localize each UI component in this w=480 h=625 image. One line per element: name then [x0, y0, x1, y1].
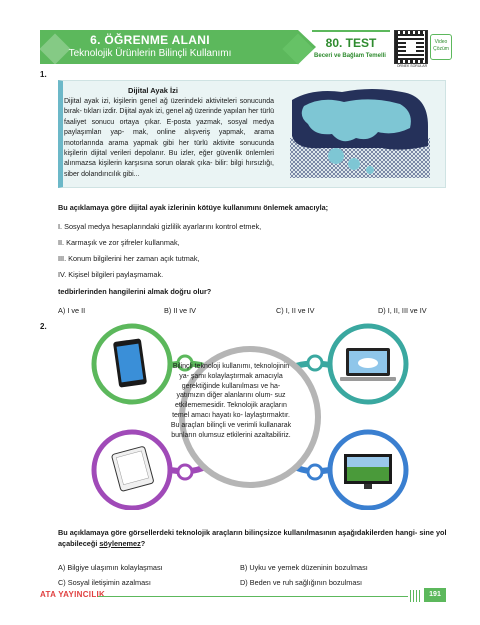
question-2-stem: Bu açıklamaya göre görsellerdeki teknolojik araçların bilinçsizce kullanılmasının aşağıdakilerden hangi- sine yol açabileceği söylenemez?: [58, 528, 447, 548]
question-2-number: 2.: [40, 322, 47, 331]
info-box-title: Dijital Ayak İzi: [128, 86, 178, 95]
qr-caption: ÖRNEK SORULAR: [396, 64, 428, 68]
unit-subtitle: Teknolojik Ürünlerin Bilinçli Kullanımı: [68, 48, 232, 59]
question-1-number: 1.: [40, 70, 47, 79]
qr-code[interactable]: [394, 30, 428, 64]
info-box-text: Dijital ayak izi, kişilerin genel ağ üzerindeki aktiviteleri sonucunda bırak- tıkları izdir. Dijital ayak izi, genel ağ üzerinde yapılan her türlü faaliyet sonucu ortaya çıkar. E-posta yazmak, sosyal medya paylaşımları yap- mak, online alışveriş yapmak, arama motorlarında arama yapmak gibi her türlü aktivite sonucunda kişilerin dijital verileri depolanır. Bu izler, eğer güvenlik önlemleri alınmazsa kişilerin karşısına sorun olarak çıka- bilir: bilgi hırsızlığı, siber dolandırıcılık gibi...: [64, 98, 274, 178]
answer-option-c[interactable]: C) Sosyal iletişimin azalması: [58, 578, 151, 587]
center-info-text: Bilinçli teknoloji kullanımı, teknolojinin ya- şamı kolaylaştırmak amacıyla gerektiğinde kullanılması ve ha- yatımızın diğer alanlarını olum- suz etkilememesidir. Teknolojik araçların temel amacı hayatı ko- laylaştırmaktır. Bu araçları bilinçli ve verimli kullanarak bunların olumsuz etkilerini azaltabiliriz.: [170, 363, 292, 439]
answer-option-d[interactable]: D) I, II, III ve IV: [378, 306, 427, 315]
page-number: 191: [424, 588, 446, 602]
test-subtitle: Beceri ve Bağlam Temelli: [314, 53, 386, 59]
tv-icon: [344, 454, 392, 489]
statement-item: II. Karmaşık ve zor şifreler kullanmak,: [58, 238, 180, 247]
statement-item: IV. Kişisel bilgileri paylaşmamak.: [58, 270, 164, 279]
statement-item: I. Sosyal medya hesaplarındaki gizlilik ayarlarını kontrol etmek,: [58, 222, 262, 231]
footer-bars: [410, 590, 422, 602]
answer-option-b[interactable]: B) II ve IV: [164, 306, 197, 315]
question-1-ask: tedbirlerinden hangilerini almak doğru olur?: [58, 287, 212, 296]
answer-option-b[interactable]: B) Uyku ve yemek düzeninin bozulması: [240, 563, 368, 572]
answer-option-d[interactable]: D) Beden ve ruh sağlığının bozulması: [240, 578, 363, 587]
statement-item: III. Konum bilgilerini her zaman açık tutmak,: [58, 254, 200, 263]
test-number: 80. TEST: [325, 36, 377, 50]
video-solution-tag[interactable]: Video Çözüm: [430, 34, 452, 60]
underlined-word: söylenemez: [99, 538, 141, 548]
footer-divider: [98, 596, 408, 597]
publisher-brand: ATA YAYINCILIK: [40, 590, 106, 599]
answer-option-c[interactable]: C) I, II ve IV: [276, 306, 315, 315]
answer-option-a[interactable]: A) Bilgiye ulaşımın kolaylaşması: [58, 563, 163, 572]
digital-footprint-illustration: [282, 86, 436, 182]
question-1-stem: Bu açıklamaya göre dijital ayak izlerinin kötüye kullanımını önlemek amacıyla;: [58, 203, 329, 212]
unit-title: 6. ÖĞRENME ALANI: [90, 33, 210, 47]
answer-option-a[interactable]: A) I ve II: [58, 306, 86, 315]
